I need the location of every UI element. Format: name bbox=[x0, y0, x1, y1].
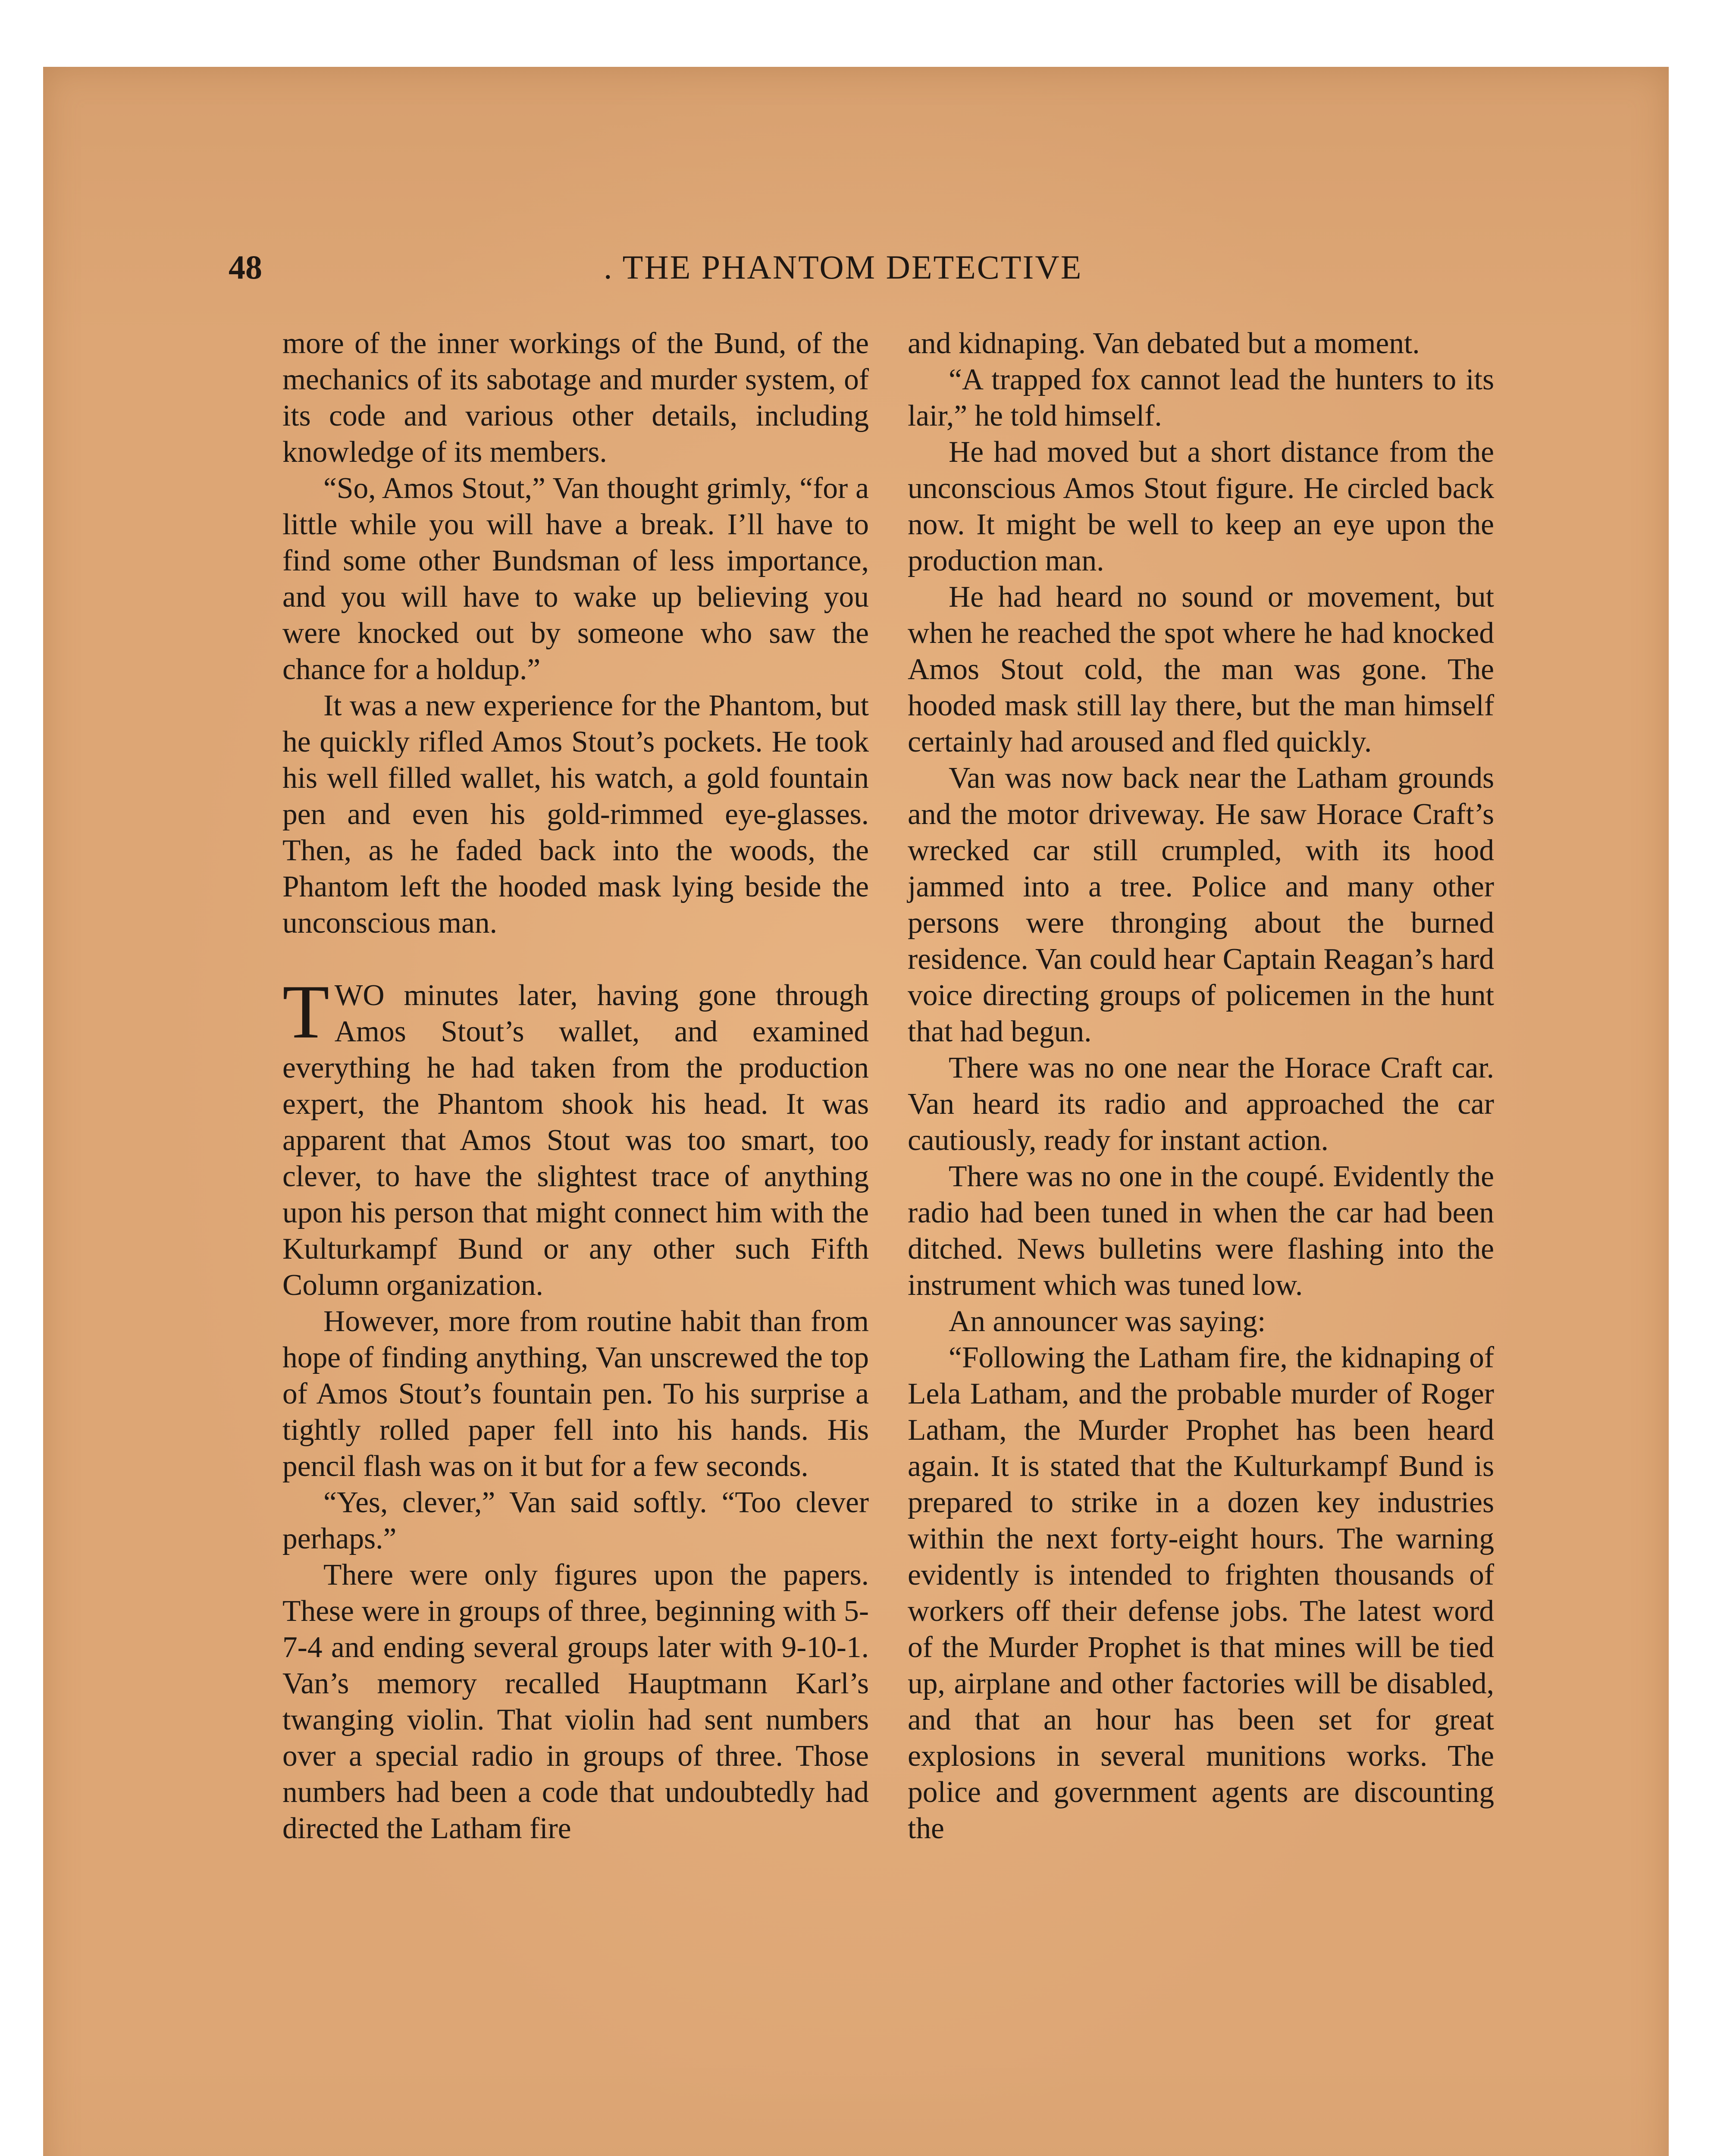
paragraph: There was no one in the coupé. Evidently the radio had been tuned in when the car had been ditched. News bulletins were flashing into the instrument which was tuned low. bbox=[908, 1160, 1494, 1302]
paragraph: There were only figures upon the papers. These were in groups of three, beginning with 5-7-4 and ending several groups later with 9-10-1. Van’s memory recalled Hauptmann Karl’s twanging violin. That violin had sent numbers over a special radio in groups of three. Those numbers had been a code that undoubtedly had directed the Latham fire bbox=[282, 1558, 869, 1845]
paragraph: “So, Amos Stout,” Van thought grimly, “for a little while you will have a break. I’ll have to find some other Bundsman of less importance, and you will have to wake up believing you were knocked out by someone who saw the chance for a holdup.” bbox=[282, 472, 869, 686]
paragraph: However, more from routine habit than from hope of finding anything, Van unscrewed the top of Amos Stout’s fountain pen. To his surprise a tightly rolled paper fell into his hands. His pencil flash was on it but for a few seconds. bbox=[282, 1305, 869, 1483]
paragraph: and kidnaping. Van debated but a moment. bbox=[908, 327, 1420, 360]
paragraph: “A trapped fox cannot lead the hunters to its lair,” he told himself. bbox=[908, 363, 1494, 432]
magazine-page bbox=[43, 67, 1669, 2156]
paragraph: He had moved but a short distance from the unconscious Amos Stout figure. He circled back now. It might be well to keep an eye upon the production man. bbox=[908, 436, 1494, 577]
drop-cap: T bbox=[282, 969, 329, 1054]
paragraph: “Yes, clever,” Van said softly. “Too clever perhaps.” bbox=[282, 1486, 869, 1555]
paragraph: He had heard no sound or movement, but when he reached the spot where he had knocked Amos Stout cold, the man was gone. The hooded mask still lay there, but the man himself certainly had aroused and fled quickly. bbox=[908, 580, 1494, 758]
right-column bbox=[908, 326, 1494, 1847]
paragraph: There was no one near the Horace Craft car. Van heard its radio and approached the car cautiously, ready for instant action. bbox=[908, 1051, 1494, 1157]
paragraph: An announcer was saying: bbox=[949, 1305, 1266, 1338]
running-head: . THE PHANTOM DETECTIVE bbox=[604, 248, 1083, 286]
paragraph: It was a new experience for the Phantom, but he quickly rifled Amos Stout’s pockets. He took his well filled wallet, his watch, a gold fountain pen and even his gold-rimmed eye-glasses. Then, as he faded back into the woods, the Phantom left the hooded mask lying beside the unconscious man. bbox=[282, 689, 869, 940]
paragraph: “Following the Latham fire, the kidnaping of Lela Latham, and the probable murder of Roger Latham, the Murder Prophet has been heard again. It is stated that the Kulturkampf Bund is prepared to strike in a dozen key industries within the next forty-eight hours. The warning evidently is intended to frighten thousands of workers off their defense jobs. The latest word of the Murder Prophet is that mines will be tied up, airplane and other factories will be disabled, and that an hour has been set for great explosions in several munitions works. The police and government agents are discounting the bbox=[908, 1341, 1494, 1845]
paragraph: Van was now back near the Latham grounds and the motor driveway. He saw Horace Craft’s wrecked car still crumpled, with its hood jammed into a tree. Police and many other persons were thronging about the burned residence. Van could hear Captain Reagan’s hard voice directing groups of policemen in the hunt that had begun. bbox=[908, 761, 1494, 1048]
paragraph-with-drop-cap bbox=[282, 969, 869, 1304]
paragraph-text: WO minutes later, having gone through Amos Stout’s wallet, and examined everything he had taken from the production expert, the Phantom shook his head. It was apparent that Amos Stout was too smart, too clever, to have the slightest trace of anything upon his person that might connect him with the Kulturkampf Bund or any other such Fifth Column organization. bbox=[282, 979, 869, 1302]
paragraph: more of the inner workings of the Bund, of the mechanics of its sabotage and murder system, of its code and various other details, including knowledge of its members. bbox=[282, 327, 869, 469]
page-number: 48 bbox=[229, 248, 262, 286]
left-column bbox=[282, 326, 869, 1847]
